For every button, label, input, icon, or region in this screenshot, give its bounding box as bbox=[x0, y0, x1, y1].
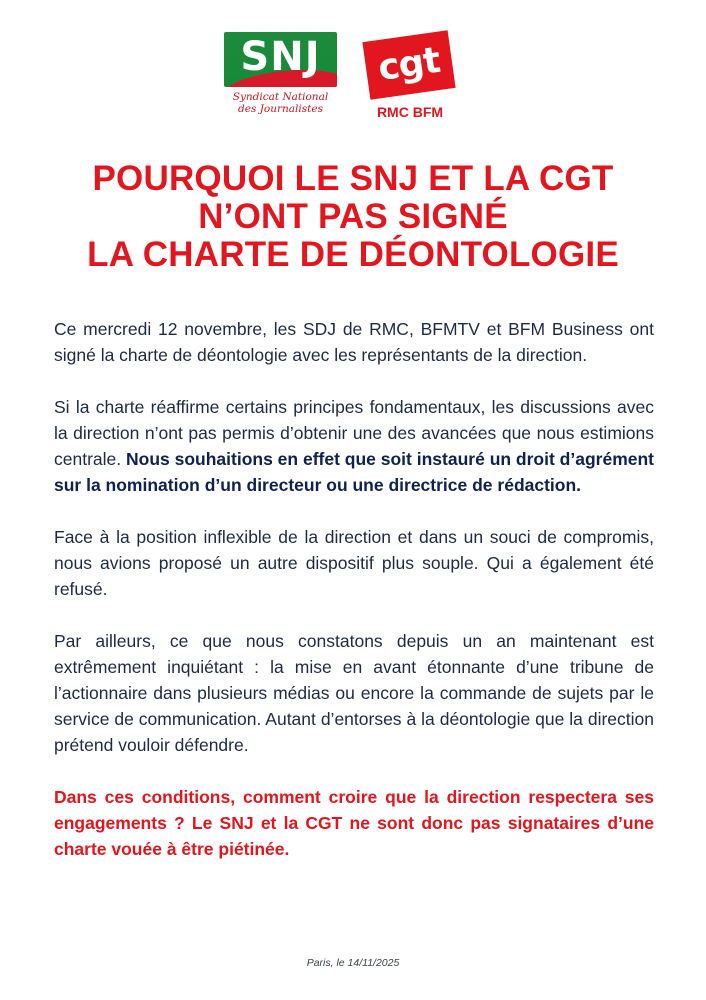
title-line-2: N’ONT PAS SIGNÉ bbox=[198, 197, 508, 236]
paragraph-2-text: Si la charte réaffirme certains principes fondamentaux, les discussions avec la direction n’ont pas permis d’obtenir une des avancées que nous estimions centrale. bbox=[54, 397, 654, 469]
snj-logo-mark bbox=[224, 32, 337, 87]
snj-subtitle-line2: des Journalistes bbox=[238, 103, 323, 115]
paragraph-1: Ce mercredi 12 novembre, les SDJ de RMC, BFMTV et BFM Business ont signé la charte de déontologie avec les représentants de la direction. bbox=[54, 319, 654, 365]
statement-body bbox=[54, 316, 654, 888]
cgt-logo-text: cgt bbox=[375, 39, 443, 90]
paragraph-2-emphasis: Nous souhaitions en effet que soit instauré un droit d’agrément sur la nomination d’un directeur ou une directrice de rédaction. bbox=[54, 449, 655, 495]
title-line-1: POURQUOI LE SNJ ET LA CGT bbox=[92, 159, 614, 198]
snj-logo bbox=[224, 32, 337, 115]
page-title bbox=[0, 160, 706, 274]
paragraph-2 bbox=[54, 394, 654, 498]
paragraph-3: Face à la position inflexible de la direction et dans un souci de compromis, nous avions proposé un autre dispositif plus souple. Qui a également été refusé. bbox=[54, 527, 654, 599]
cgt-logo-subtitle: RMC BFM bbox=[376, 104, 444, 120]
cgt-logo-mark bbox=[362, 30, 455, 99]
logo-header bbox=[224, 32, 464, 137]
footer-place-date: Paris, le 14/11/2025 bbox=[306, 957, 400, 969]
paragraph-5-conclusion: Dans ces conditions, comment croire que la direction respectera ses engagements ? Le SNJ et la CGT ne sont donc pas signataires d’une charte vouée à être piétinée. bbox=[54, 787, 654, 859]
title-line-3: LA CHARTE DE DÉONTOLOGIE bbox=[87, 235, 619, 274]
snj-logo-text: SNJ bbox=[240, 34, 321, 80]
paragraph-4: Par ailleurs, ce que nous constatons depuis un an maintenant est extrêmement inquiétant : la mise en avant étonnante d’une tribune de l’actionnaire dans plusieurs médias ou encore la commande de sujets par le service de communication. Autant d’entorses à la déontologie que la direction prétend vouloir défendre. bbox=[54, 631, 654, 755]
snj-logo-subtitle bbox=[224, 91, 337, 115]
snj-subtitle-line1: Syndicat National bbox=[232, 91, 329, 103]
